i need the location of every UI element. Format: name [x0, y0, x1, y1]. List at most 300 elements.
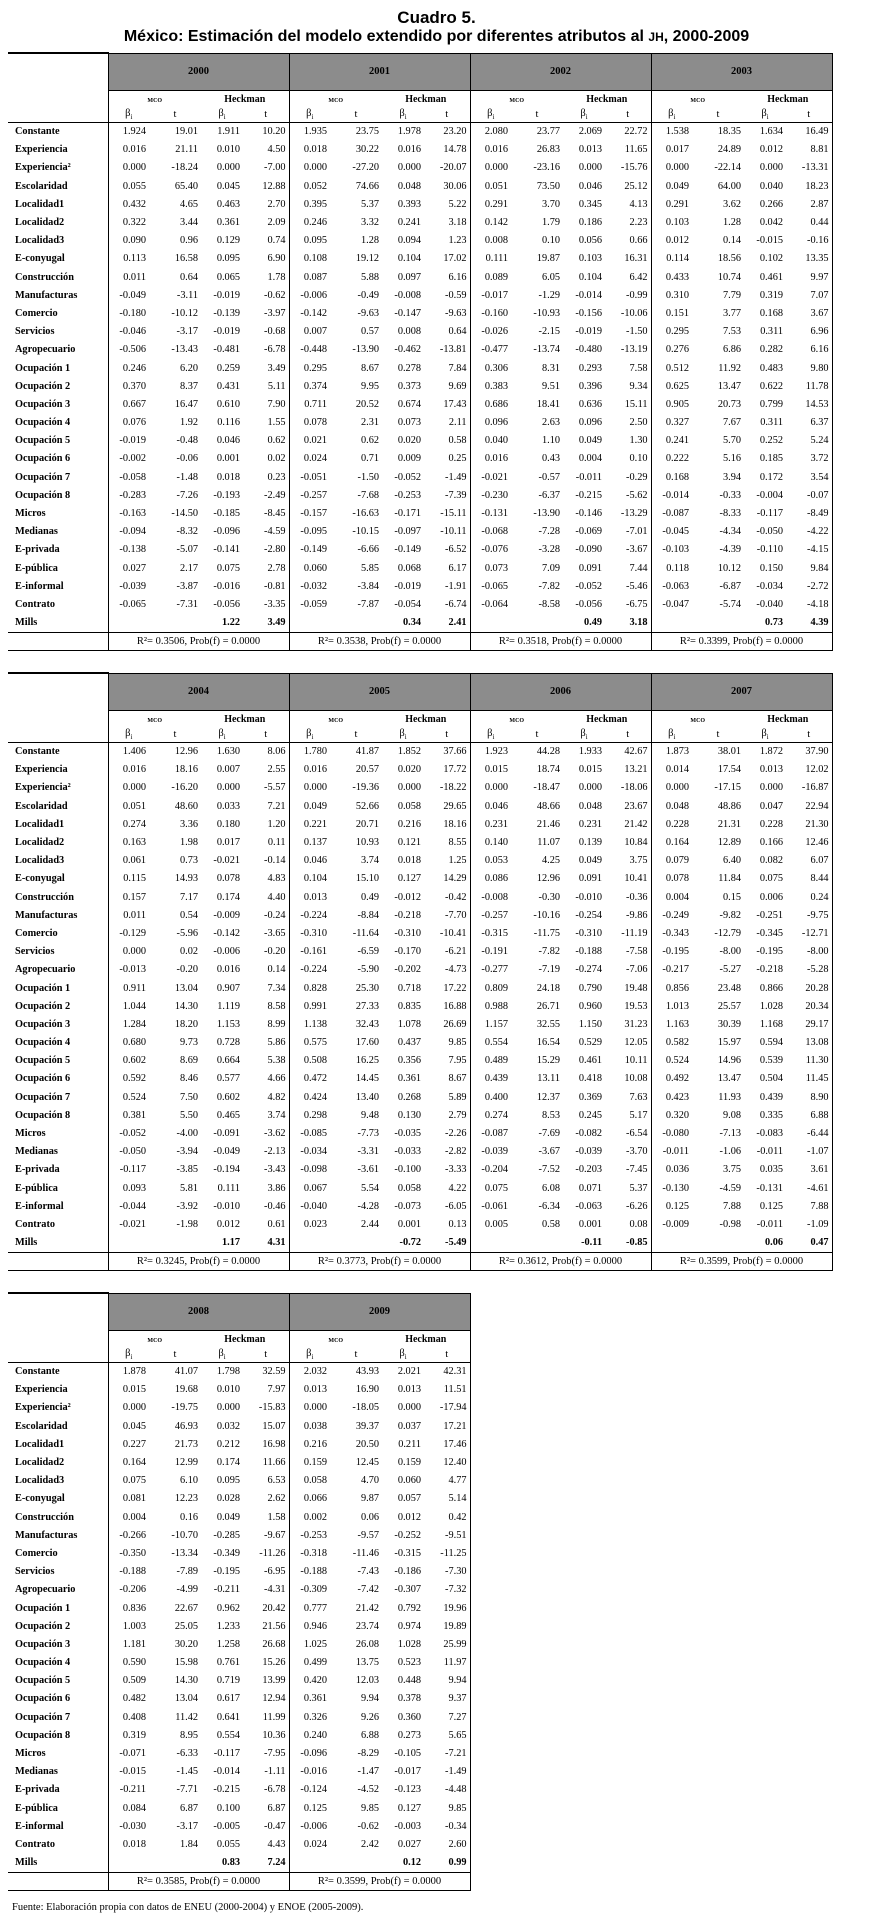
- table-row: [8, 1526, 470, 1544]
- cell: 0.125: [651, 1197, 692, 1215]
- cell: -10.70: [171, 1529, 198, 1541]
- mco-header: mco: [108, 710, 201, 728]
- cell: -27.20: [352, 162, 379, 174]
- cell: 4.40: [243, 888, 289, 906]
- cell: -0.003: [394, 1820, 421, 1832]
- cell: 0.418: [578, 1073, 602, 1085]
- cell: 6.05: [541, 271, 560, 283]
- cell: -7.00: [243, 159, 289, 177]
- cell: 12.37: [536, 1091, 560, 1103]
- cell: -0.016: [213, 580, 240, 592]
- r2-note: R²= 0.3599, Prob(f) = 0.0000: [651, 1252, 832, 1270]
- cell: -23.16: [533, 162, 560, 174]
- cell: 4.31: [243, 1234, 289, 1253]
- cell: 0.227: [108, 1435, 149, 1453]
- row-label: E-conyugal: [15, 873, 65, 885]
- cell: 1.284: [108, 1015, 149, 1033]
- cell: 48.86: [717, 800, 741, 812]
- cell: 13.47: [717, 1073, 741, 1085]
- row-label: E-privada: [15, 1164, 60, 1176]
- table-row: [8, 1070, 832, 1088]
- cell: 0.116: [217, 417, 240, 429]
- cell: 2.70: [243, 195, 289, 213]
- table-row: [8, 1015, 832, 1033]
- cell: 0.636: [578, 398, 602, 410]
- cell: -1.07: [786, 1143, 832, 1161]
- cell: 0.013: [397, 1384, 421, 1396]
- cell: 8.69: [179, 1055, 198, 1067]
- cell: 0.174: [216, 1457, 240, 1469]
- cell: 0.111: [470, 250, 511, 268]
- cell: -7.45: [605, 1161, 651, 1179]
- cell: 0.095: [289, 232, 330, 250]
- cell: 0.946: [289, 1617, 330, 1635]
- cell: 3.49: [243, 614, 289, 633]
- cell: -0.019: [394, 580, 421, 592]
- cell: -0.103: [651, 541, 692, 559]
- table-row: [8, 432, 832, 450]
- cell: 0.641: [216, 1711, 240, 1723]
- cell: 0.809: [470, 979, 511, 997]
- row-label: Ocupación 6: [15, 1693, 71, 1705]
- cell: -8.84: [357, 909, 379, 921]
- cell: -3.61: [357, 1164, 379, 1176]
- row-label: Localidad1: [15, 1438, 65, 1450]
- row-label: Ocupación 5: [15, 435, 71, 447]
- cell: 10.36: [243, 1726, 289, 1744]
- cell: 0.004: [578, 453, 602, 465]
- cell: 0.988: [470, 997, 511, 1015]
- cell: -13.19: [605, 341, 651, 359]
- t-header: t: [243, 108, 289, 123]
- cell: 0.361: [216, 217, 240, 229]
- cell: 16.25: [355, 1055, 379, 1067]
- cell: 0.164: [108, 1453, 149, 1471]
- cell: 10.74: [717, 271, 741, 283]
- cell: -3.35: [243, 595, 289, 613]
- cell: -0.015: [756, 235, 783, 247]
- cell: 2.44: [360, 1218, 379, 1230]
- cell: 6.88: [786, 1106, 832, 1124]
- table-row: [8, 1417, 470, 1435]
- cell: 25.30: [355, 982, 379, 994]
- cell: -0.72: [382, 1234, 424, 1253]
- row-label: Comercio: [15, 927, 58, 939]
- cell: 8.58: [243, 997, 289, 1015]
- cell: -0.026: [470, 323, 511, 341]
- beta-header: $\beta_i$: [201, 728, 243, 743]
- cell: 6.20: [179, 362, 198, 374]
- cell: 11.66: [243, 1453, 289, 1471]
- cell: 0.017: [216, 837, 240, 849]
- cell: 0.245: [578, 1109, 602, 1121]
- cell: -6.44: [786, 1124, 832, 1142]
- cell: 15.07: [243, 1417, 289, 1435]
- cell: 18.16: [424, 815, 470, 833]
- table-row: [8, 1435, 470, 1453]
- cell: -0.230: [470, 486, 511, 504]
- cell: 8.90: [786, 1088, 832, 1106]
- cell: -0.123: [394, 1784, 421, 1796]
- cell: 0.104: [578, 271, 602, 283]
- cell: 5.37: [605, 1179, 651, 1197]
- cell: -6.74: [424, 595, 470, 613]
- row-label: Ocupación 1: [15, 1602, 71, 1614]
- cell: 0.23: [243, 468, 289, 486]
- cell: -10.93: [533, 307, 560, 319]
- row-label: Servicios: [15, 326, 55, 338]
- cell: -0.310: [575, 927, 602, 939]
- cell: -0.310: [394, 927, 421, 939]
- heckman-header: Heckman: [201, 90, 289, 108]
- cell: -4.52: [357, 1784, 379, 1796]
- row-label: Ocupación 4: [15, 1037, 71, 1049]
- cell: 11.97: [424, 1654, 470, 1672]
- row-label: E-privada: [15, 1784, 60, 1796]
- cell: -13.74: [533, 344, 560, 356]
- cell: 4.82: [243, 1088, 289, 1106]
- cell: 0.319: [759, 289, 783, 301]
- cell: 9.94: [360, 1693, 379, 1705]
- cell: 0.000: [216, 162, 240, 174]
- cell: 0.015: [470, 761, 511, 779]
- cell: -0.194: [213, 1164, 240, 1176]
- cell: [651, 1234, 692, 1253]
- cell: 43.93: [355, 1366, 379, 1378]
- beta-header: $\beta_i$: [289, 108, 330, 123]
- cell: -6.33: [176, 1748, 198, 1760]
- cell: 0.14: [243, 961, 289, 979]
- cell: 0.836: [108, 1599, 149, 1617]
- cell: 1.538: [651, 122, 692, 141]
- cell: 13.35: [786, 250, 832, 268]
- cell: 0.554: [216, 1729, 240, 1741]
- cell: -11.46: [352, 1547, 379, 1559]
- cell: 0.74: [243, 232, 289, 250]
- cell: 0.06: [744, 1234, 786, 1253]
- cell: 5.85: [360, 562, 379, 574]
- cell: 19.87: [536, 253, 560, 265]
- cell: -0.034: [289, 1143, 330, 1161]
- cell: 0.799: [759, 398, 783, 410]
- cell: 17.02: [424, 250, 470, 268]
- row-label: E-privada: [15, 544, 60, 556]
- cell: 0.068: [397, 562, 421, 574]
- cell: 0.174: [216, 891, 240, 903]
- cell: -22.14: [714, 162, 741, 174]
- cell: -3.28: [538, 544, 560, 556]
- cell: 1.23: [424, 232, 470, 250]
- cell: 19.48: [605, 979, 651, 997]
- cell: -0.138: [108, 541, 149, 559]
- cell: -0.009: [651, 1215, 692, 1233]
- cell: 3.49: [243, 359, 289, 377]
- cell: 0.420: [289, 1672, 330, 1690]
- cell: 0.000: [397, 782, 421, 794]
- cell: 6.16: [424, 268, 470, 286]
- cell: -0.085: [289, 1124, 330, 1142]
- cell: 0.000: [470, 159, 511, 177]
- cell: 0.016: [397, 144, 421, 156]
- table-row: [8, 450, 832, 468]
- cell: 1.780: [289, 742, 330, 761]
- mco-header: mco: [651, 710, 744, 728]
- cell: 13.08: [786, 1034, 832, 1052]
- cell: -4.28: [357, 1200, 379, 1212]
- cell: 0.013: [289, 888, 330, 906]
- table-row: [8, 286, 832, 304]
- cell: -6.34: [538, 1200, 560, 1212]
- cell: 2.069: [578, 126, 602, 138]
- row-label: Mills: [8, 1234, 108, 1253]
- cell: 0.49: [360, 891, 379, 903]
- cell: 0.129: [216, 235, 240, 247]
- cell: -17.15: [714, 782, 741, 794]
- row-label: Comercio: [15, 307, 58, 319]
- table-row: [8, 997, 832, 1015]
- cell: -0.480: [575, 344, 602, 356]
- cell: -3.17: [176, 1820, 198, 1832]
- cell: 0.010: [216, 1384, 240, 1396]
- cell: 0.151: [651, 304, 692, 322]
- heckman-header: Heckman: [744, 90, 832, 108]
- cell: -0.24: [243, 906, 289, 924]
- cell: 2.62: [243, 1490, 289, 1508]
- table-row: [8, 541, 832, 559]
- row-label: Micros: [15, 1748, 46, 1760]
- cell: 10.20: [243, 122, 289, 141]
- cell: 11.65: [605, 141, 651, 159]
- cell: 0.000: [289, 159, 330, 177]
- row-label: Contrato: [15, 1218, 56, 1230]
- cell: 9.85: [360, 1802, 379, 1814]
- cell: 0.278: [397, 362, 421, 374]
- cell: -0.30: [538, 891, 560, 903]
- row-label: Experiencia²: [15, 782, 71, 794]
- table-row: [8, 468, 832, 486]
- cell: 0.049: [216, 1511, 240, 1523]
- t-header: t: [149, 108, 201, 123]
- cell: 0.047: [759, 800, 783, 812]
- cell: -16.20: [171, 782, 198, 794]
- cell: 0.792: [397, 1602, 421, 1614]
- cell: 0.856: [651, 979, 692, 997]
- cell: -0.105: [394, 1748, 421, 1760]
- cell: -0.224: [289, 961, 330, 979]
- cell: 0.554: [470, 1034, 511, 1052]
- cell: 3.18: [424, 213, 470, 231]
- cell: -0.448: [289, 341, 330, 359]
- table-row: [8, 1817, 470, 1835]
- cell: 1.150: [578, 1018, 602, 1030]
- cell: 20.52: [355, 398, 379, 410]
- t-header: t: [149, 1348, 201, 1363]
- cell: 0.592: [108, 1070, 149, 1088]
- cell: -1.45: [176, 1766, 198, 1778]
- cell: 0.216: [289, 1435, 330, 1453]
- r2-note: R²= 0.3612, Prob(f) = 0.0000: [470, 1252, 651, 1270]
- cell: 0.076: [108, 414, 149, 432]
- cell: 7.17: [179, 891, 198, 903]
- cell: 0.011: [108, 906, 149, 924]
- cell: 2.79: [424, 1106, 470, 1124]
- cell: 0.911: [108, 979, 149, 997]
- cell: 0.282: [759, 344, 783, 356]
- cell: 13.11: [537, 1073, 560, 1085]
- cell: -0.017: [394, 1766, 421, 1778]
- beta-header: $\beta_i$: [201, 108, 243, 123]
- cell: -8.00: [786, 943, 832, 961]
- cell: -6.52: [424, 541, 470, 559]
- table-row: [8, 1088, 832, 1106]
- cell: 0.396: [578, 380, 602, 392]
- cell: 0.127: [397, 1802, 421, 1814]
- cell: -0.142: [213, 927, 240, 939]
- cell: 0.790: [578, 982, 602, 994]
- cell: 4.25: [541, 855, 560, 867]
- cell: 0.058: [397, 800, 421, 812]
- cell: -0.170: [394, 946, 421, 958]
- cell: -19.75: [171, 1402, 198, 1414]
- cell: 0.16: [179, 1511, 198, 1523]
- cell: 0.015: [578, 764, 602, 776]
- cell: -0.195: [651, 943, 692, 961]
- cell: 19.01: [174, 126, 198, 138]
- table-row: [8, 122, 832, 141]
- cell: 6.17: [424, 559, 470, 577]
- cell: 11.07: [537, 837, 560, 849]
- cell: -11.19: [605, 924, 651, 942]
- cell: 12.45: [355, 1457, 379, 1469]
- cell: 0.395: [289, 195, 330, 213]
- cell: 0.159: [289, 1453, 330, 1471]
- mco-header: mco: [470, 90, 563, 108]
- row-label: Localidad2: [15, 217, 65, 229]
- beta-header: $\beta_i$: [108, 1348, 149, 1363]
- cell: 0.075: [470, 1179, 511, 1197]
- cell: -0.224: [289, 906, 330, 924]
- cell: -0.059: [289, 595, 330, 613]
- cell: 0.023: [289, 1215, 330, 1233]
- row-label: Ocupación 2: [15, 1000, 71, 1012]
- cell: 0.905: [651, 395, 692, 413]
- mco-header: mco: [470, 710, 563, 728]
- cell: 0.073: [397, 417, 421, 429]
- t-header: t: [243, 1348, 289, 1363]
- cell: 23.48: [717, 982, 741, 994]
- row-label: E-pública: [15, 562, 58, 574]
- cell: -0.33: [719, 489, 741, 501]
- table-row: [8, 1854, 470, 1873]
- cell: 14.53: [786, 395, 832, 413]
- cell: 4.13: [605, 195, 651, 213]
- cell: -6.21: [424, 943, 470, 961]
- cell: 0.61: [243, 1215, 289, 1233]
- cell: -0.021: [108, 1215, 149, 1233]
- cell: 9.87: [360, 1493, 379, 1505]
- cell: 0.962: [216, 1602, 240, 1614]
- cell: 0.045: [108, 1417, 149, 1435]
- cell: -0.186: [394, 1566, 421, 1578]
- cell: 0.009: [397, 453, 421, 465]
- row-label: Construcción: [15, 891, 74, 903]
- cell: -1.91: [424, 577, 470, 595]
- cell: -7.82: [538, 946, 560, 958]
- cell: 0.005: [470, 1215, 511, 1233]
- cell: 32.43: [355, 1018, 379, 1030]
- cell: 6.40: [722, 855, 741, 867]
- cell: 1.935: [289, 122, 330, 141]
- table-row: [8, 1124, 832, 1142]
- cell: 30.39: [717, 1018, 741, 1030]
- cell: -3.43: [243, 1161, 289, 1179]
- cell: 0.113: [108, 250, 149, 268]
- cell: 0.016: [108, 761, 149, 779]
- cell: 0.103: [651, 213, 692, 231]
- cell: -0.350: [108, 1544, 149, 1562]
- cell: -0.049: [213, 1146, 240, 1158]
- cell: 1.20: [243, 815, 289, 833]
- cell: -0.054: [394, 598, 421, 610]
- cell: 0.512: [651, 359, 692, 377]
- cell: 0.017: [651, 141, 692, 159]
- cell: 52.66: [355, 800, 379, 812]
- cell: 20.34: [786, 997, 832, 1015]
- cell: -0.07: [786, 486, 832, 504]
- row-label: E-informal: [15, 580, 64, 592]
- cell: -13.90: [352, 344, 379, 356]
- beta-header: $\beta_i$: [382, 728, 424, 743]
- cell: -8.58: [538, 598, 560, 610]
- cell: 14.93: [174, 873, 198, 885]
- cell: 0.577: [216, 1073, 240, 1085]
- cell: 0.033: [216, 800, 240, 812]
- cell: 37.90: [786, 742, 832, 761]
- cell: 18.56: [717, 253, 741, 265]
- cell: 0.508: [289, 1052, 330, 1070]
- cell: 0.024: [289, 450, 330, 468]
- cell: -0.090: [575, 544, 602, 556]
- cell: 0.718: [397, 982, 421, 994]
- t-header: t: [786, 728, 832, 743]
- cell: 6.42: [605, 268, 651, 286]
- cell: 0.093: [108, 1179, 149, 1197]
- cell: 0.246: [108, 359, 149, 377]
- cell: -16.87: [786, 779, 832, 797]
- cell: 0.99: [424, 1854, 470, 1873]
- cell: 0.472: [289, 1070, 330, 1088]
- cell: 0.097: [397, 271, 421, 283]
- cell: 1.25: [424, 852, 470, 870]
- cell: 0.096: [470, 414, 511, 432]
- cell: 0.58: [541, 1218, 560, 1230]
- cell: 0.311: [760, 326, 783, 338]
- cell: 17.60: [355, 1037, 379, 1049]
- cell: -0.146: [575, 508, 602, 520]
- cell: 1.181: [108, 1635, 149, 1653]
- cell: 1.138: [289, 1015, 330, 1033]
- row-label: Mills: [8, 614, 108, 633]
- table-row: [8, 1161, 832, 1179]
- cell: 0.001: [578, 1218, 602, 1230]
- row-label: Localidad2: [15, 837, 65, 849]
- cell: 0.000: [651, 779, 692, 797]
- cell: 0.000: [108, 1399, 149, 1417]
- cell: -0.29: [605, 468, 651, 486]
- cell: 3.62: [722, 198, 741, 210]
- table-row: [8, 815, 832, 833]
- cell: 0.049: [578, 855, 602, 867]
